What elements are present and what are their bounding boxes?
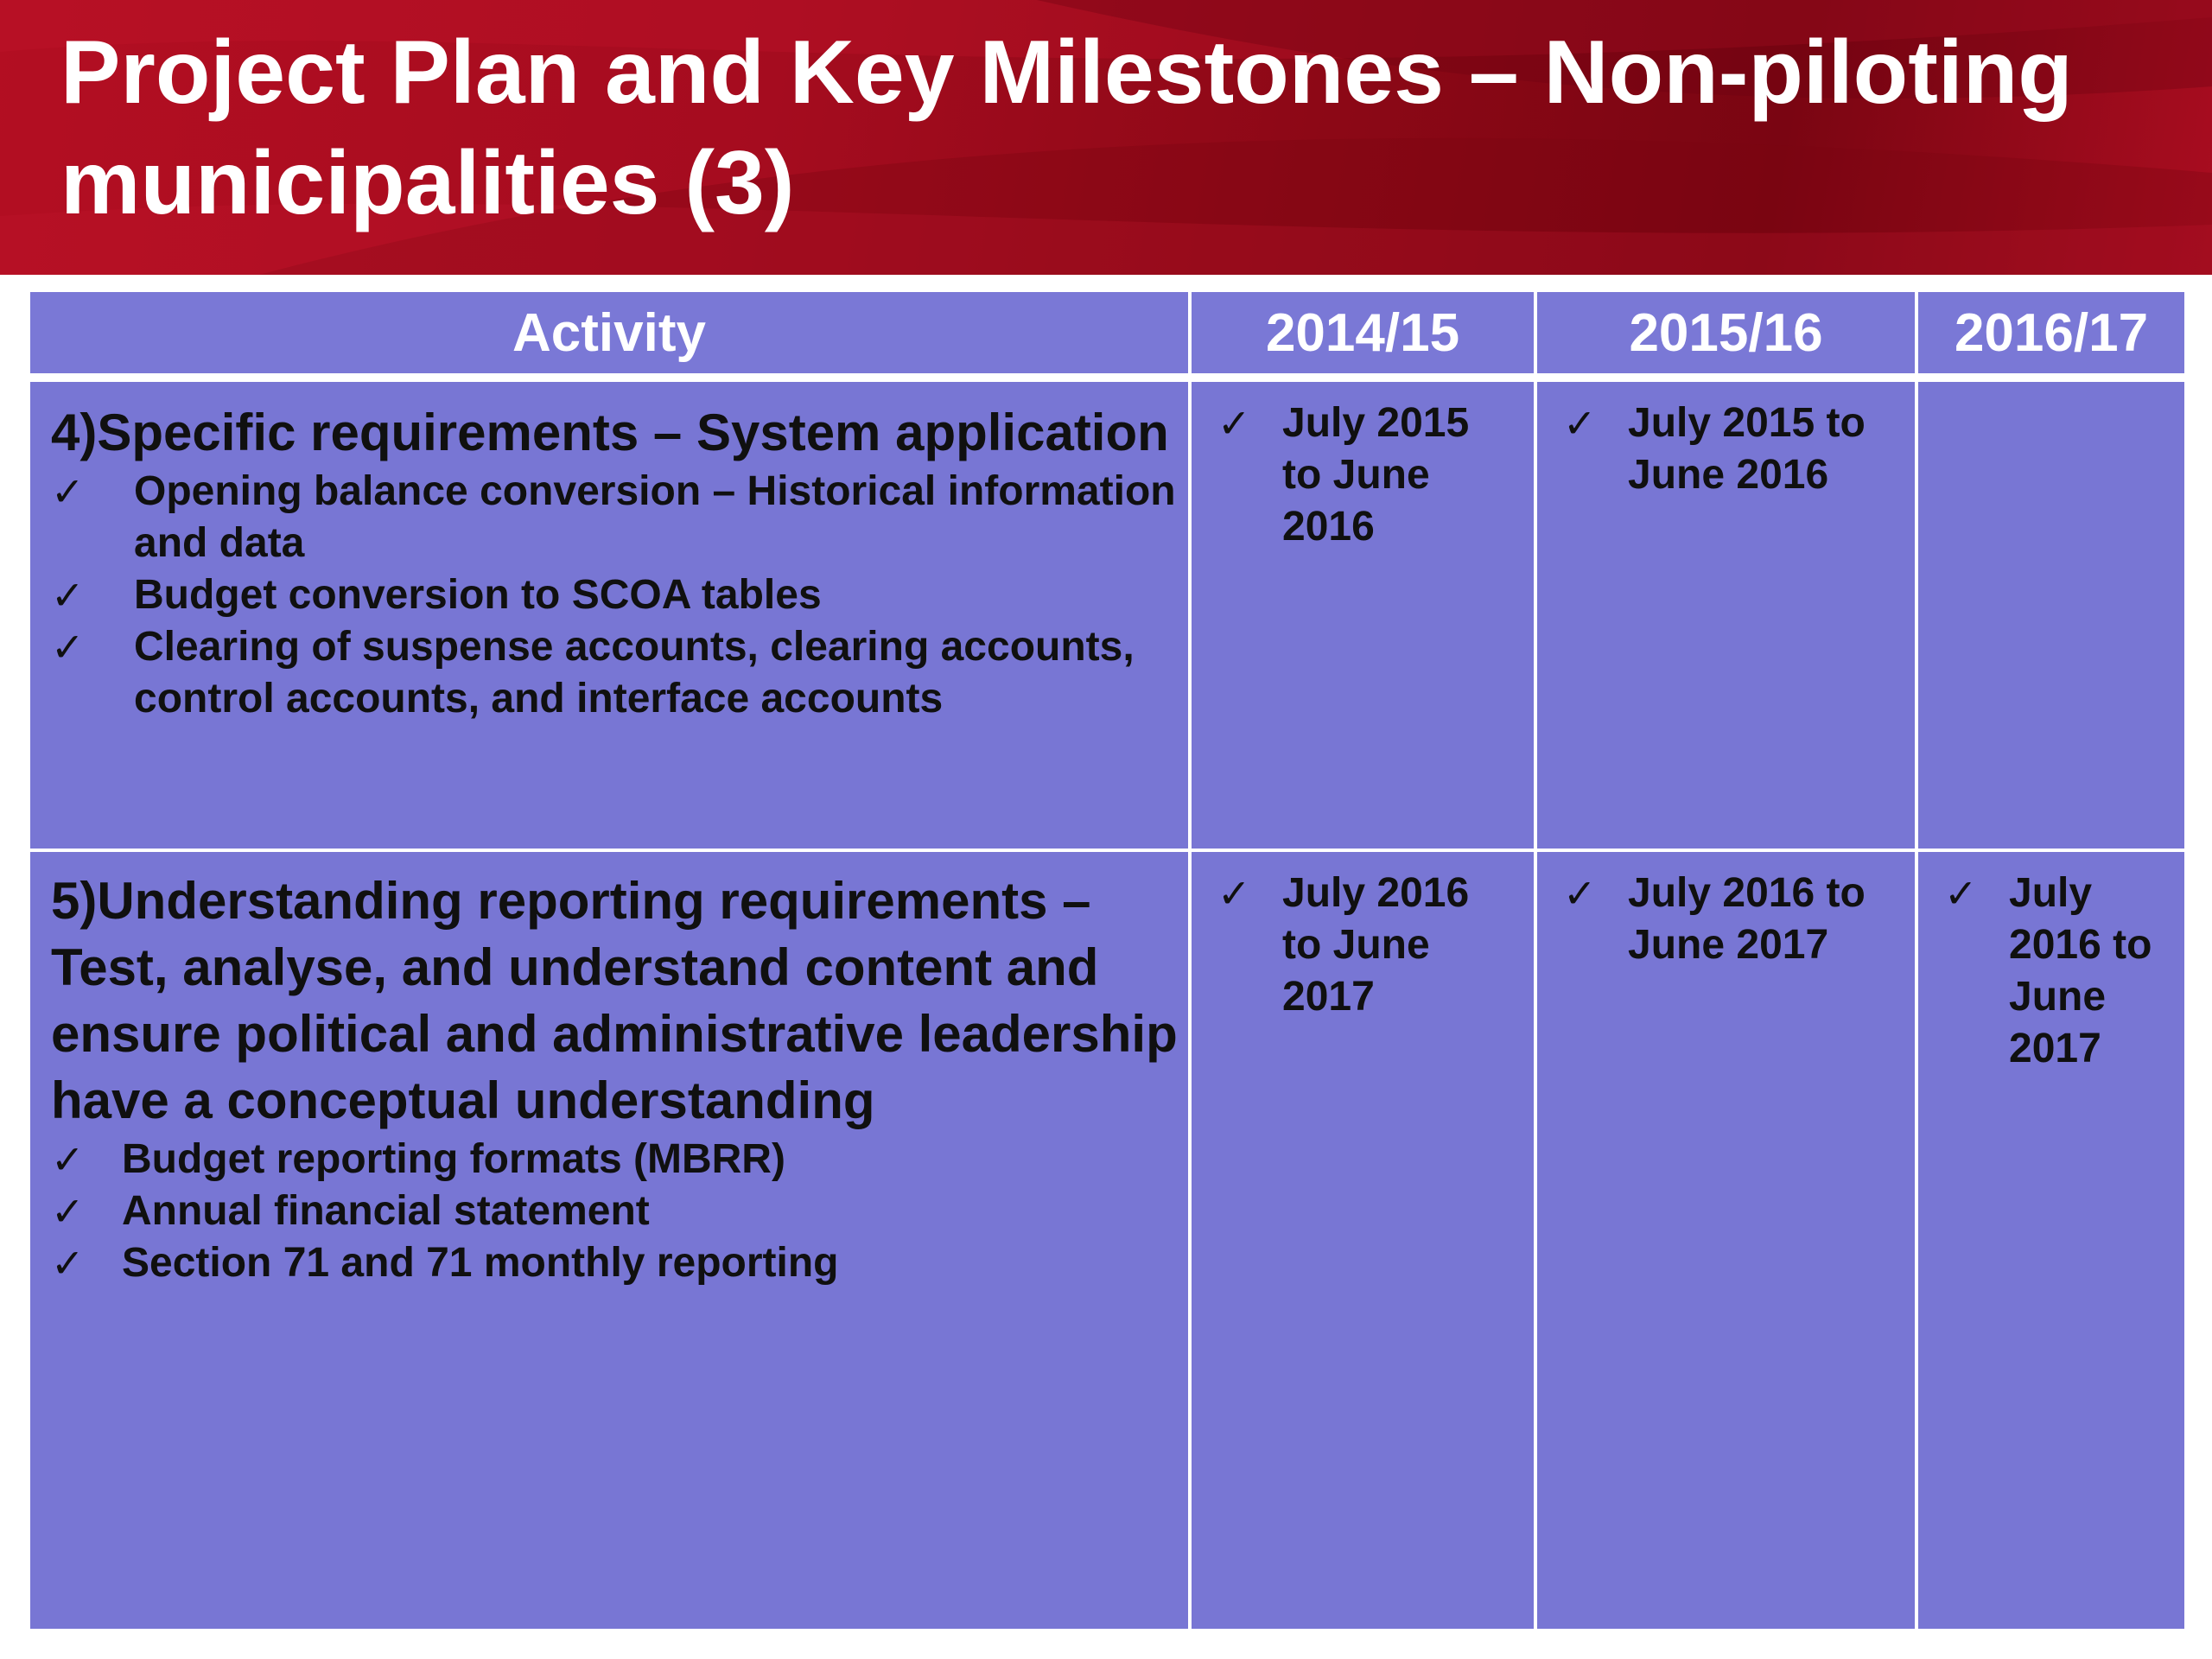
check-icon: ✓ <box>1217 869 1251 917</box>
activity-title: 4)Specific requirements – System application <box>51 404 1169 461</box>
slide-title: Project Plan and Key Milestones – Non-piloting municipalities (3) <box>60 22 2073 233</box>
header-2016-17: 2016/17 <box>1916 290 2186 378</box>
milestones-table <box>27 289 2188 1632</box>
header-2015-16: 2015/16 <box>1535 290 1916 378</box>
activity-item-list <box>30 1134 1188 1289</box>
list-item: ✓ Clearing of suspense accounts, clearing accounts, control accounts, and interface accounts <box>51 621 1188 725</box>
list-item: ✓ Annual financial statement <box>51 1185 1188 1237</box>
list-item: ✓ Section 71 and 71 monthly reporting <box>51 1237 1188 1289</box>
milestone-period: July 2016 to June 2017 <box>1628 869 1866 968</box>
year-cell-2014-15 <box>1190 378 1535 850</box>
year-cell-2015-16 <box>1535 850 1916 1630</box>
year-cell-2016-17 <box>1916 850 2186 1630</box>
check-icon: ✓ <box>51 1135 85 1183</box>
list-item: ✓ Budget reporting formats (MBRR) <box>51 1134 1188 1185</box>
year-cell-2016-17 <box>1916 378 2186 850</box>
header-2014-15: 2014/15 <box>1190 290 1535 378</box>
milestone-period: July 2015 to June 2016 <box>1628 400 1866 498</box>
check-icon: ✓ <box>51 572 85 619</box>
check-icon: ✓ <box>51 1239 85 1287</box>
list-item: ✓ Budget conversion to SCOA tables <box>51 569 1188 621</box>
activity-cell <box>29 378 1190 850</box>
check-icon: ✓ <box>1217 400 1251 447</box>
table-header-row <box>29 290 2186 378</box>
milestone-period: July 2016 to June 2017 <box>1282 869 1470 1020</box>
check-icon: ✓ <box>51 1187 85 1235</box>
year-cell-2015-16 <box>1535 378 1916 850</box>
check-icon: ✓ <box>1944 869 1978 917</box>
activity-item-list <box>30 466 1188 725</box>
table-row <box>29 850 2186 1630</box>
year-cell-2014-15 <box>1190 850 1535 1630</box>
check-icon: ✓ <box>51 468 85 515</box>
check-icon: ✓ <box>51 624 85 671</box>
slide-header <box>0 0 2212 275</box>
milestone-period: July 2015 to June 2016 <box>1282 400 1470 550</box>
activity-title: 5)Understanding reporting requirements – Test, analyse, and understand content and ensure political and administrative leadership have a conceptual understanding <box>51 871 1178 1129</box>
activity-cell <box>29 850 1190 1630</box>
milestone-period: July 2016 to June 2017 <box>2009 869 2152 1071</box>
header-activity: Activity <box>29 290 1190 378</box>
check-icon: ✓ <box>1563 869 1597 917</box>
check-icon: ✓ <box>1563 400 1597 447</box>
list-item: ✓ Opening balance conversion – Historical information and data <box>51 466 1188 569</box>
table-row <box>29 378 2186 850</box>
